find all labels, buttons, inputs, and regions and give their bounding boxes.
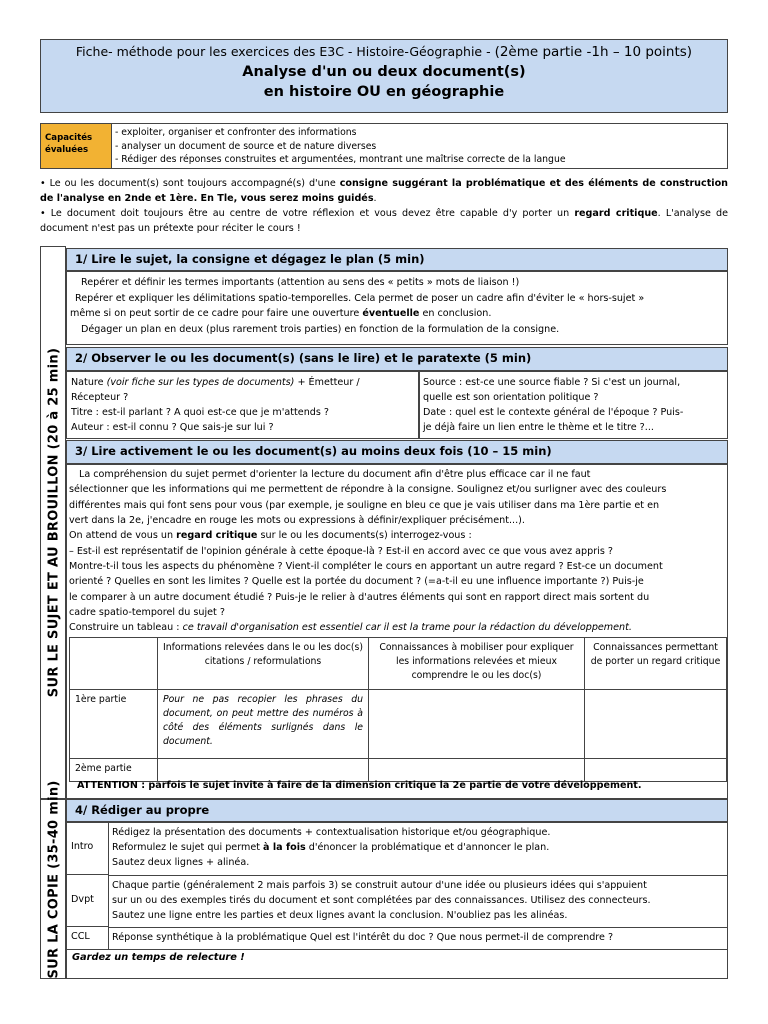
s1-line: Repérer et définir les termes importants (attention au sens des « petits » mots de liaison !) <box>81 277 520 288</box>
s3-line: sélectionner que les informations qui me permettent de répondre à la consigne. Soulignez et/ou surligner avec des couleurs <box>69 484 667 495</box>
attention-note: ATTENTION : parfois le sujet invite à faire de la dimension critique la 2e partie de votre développement. <box>77 780 642 791</box>
s3-line: le comparer à un autre document étudié ? Puis-je le relier à d'autres éléments qui sont en rapport direct mais sortent du <box>69 592 650 603</box>
s3-line: Construire un tableau : ce travail d'organisation est essentiel car il est la trame pour la rédaction du développement. <box>69 622 632 633</box>
section1-box <box>66 271 728 345</box>
table-header: Connaissances à mobiliser pour expliquer les informations relevées et mieux comprendre le ou les doc(s) <box>369 638 585 690</box>
side-bar-brouillon <box>40 246 66 799</box>
capacite-item: - analyser un document de source et de nature diverses <box>115 140 377 152</box>
s4-line: Rédigez la présentation des documents + contextualisation historique et/ou géographique. <box>112 827 551 838</box>
row-label-dvpt: Dvpt <box>71 894 94 905</box>
header-box <box>40 39 728 113</box>
table-cell: Pour ne pas recopier les phrases du document, on peut mettre des numéros à côté des éléments surlignés dans le document. <box>158 690 369 759</box>
s4-line: Chaque partie (généralement 2 mais parfois 3) se construit autour d'une idée ou plusieurs idées qui s'appuient <box>112 880 647 891</box>
capacite-item: - Rédiger des réponses construites et argumentées, montrant une maîtrise correcte de la langue <box>115 154 566 165</box>
s2-line: je déjà faire un lien entre le thème et le titre ?... <box>423 422 654 433</box>
s2-line: Date : quel est le contexte général de l'époque ? Puis- <box>423 407 684 418</box>
s3-line: vert dans la 2e, j'encadre en rouge les mots ou expressions à définir/expliquer précisément...). <box>69 515 525 526</box>
s2-line: Titre : est-il parlant ? A quoi est-ce que je m'attends ? <box>71 407 330 418</box>
section4-title: 4/ Rédiger au propre <box>66 799 728 822</box>
s3-line: On attend de vous un regard critique sur le ou les documents(s) interrogez-vous : <box>69 530 472 541</box>
capacite-item: - exploiter, organiser et confronter des informations <box>115 127 357 138</box>
s4-line: Réponse synthétique à la problématique Quel est l'intérêt du doc ? Que nous permet-il de comprendre ? <box>112 932 614 943</box>
s2-line: quelle est son orientation politique ? <box>423 392 599 403</box>
section2-title: 2/ Observer le ou les document(s) (sans le lire) et le paratexte (5 min) <box>66 347 728 371</box>
s3-line: Montre-t-il tous les aspects du phénomène ? Vient-il compléter le cours en apportant un autre regard ? Est-ce un document <box>69 561 663 572</box>
analysis-table <box>69 637 727 782</box>
capacites-label: Capacités évaluées <box>41 124 112 168</box>
s3-line: La compréhension du sujet permet d'orienter la lecture du document afin d'être plus efficace car il ne faut <box>79 469 591 480</box>
s4-line: sur un ou des exemples tirés du document et sont complétées par des connaissances. Utilisez des connecteurs. <box>112 895 651 906</box>
s2-line: Récepteur ? <box>71 392 129 403</box>
s3-line: orienté ? Quelles en sont les limites ? Quelle est la portée du document ? (=a-t-il eu une influence importante ?) Puis-je <box>69 576 644 587</box>
capacites-box <box>40 123 728 169</box>
s3-line: cadre spatio-temporel du sujet ? <box>69 607 225 618</box>
section2-left: Nature (voir fiche sur les types de documents) + Émetteur / Récepteur ? Titre : est-il parlant ? A quoi est-ce que je m'attends ? Auteur : est-il connu ? Que sais-je sur lui ? <box>66 371 419 439</box>
side-bar-copie <box>40 780 66 979</box>
intro-text: • Le ou les document(s) sont toujours accompagné(s) d'une consigne suggérant la problématique et des éléments de construction de l'analyse en 2nde et 1ère. En Tle, vous serez moins guidés. • Le document doit toujours être au centre de votre réflexion et vous devez être capable d'y porter un regard critique. L'analyse de document n'est pas un prétexte pour réciter le cours ! <box>40 178 728 234</box>
section2-right <box>419 371 728 439</box>
table-header: Connaissances permettant de porter un regard critique <box>585 638 727 690</box>
s1-line: même si on peut sortir de ce cadre pour faire une ouverture éventuelle en conclusion. <box>70 308 492 319</box>
table-row-label: 1ère partie <box>70 690 158 759</box>
side-label-copie: SUR LA COPIE (35-40 min) <box>46 780 62 979</box>
footer-note: Gardez un temps de relecture ! <box>72 952 245 963</box>
table-row-label: 2ème partie <box>70 759 158 782</box>
s2-line: Auteur : est-il connu ? Que sais-je sur lui ? <box>71 422 274 433</box>
s3-line: – Est-il est représentatif de l'opinion générale à cette époque-là ? Est-il en accord avec ce que vous avez appris ? <box>69 546 613 557</box>
section1-title: 1/ Lire le sujet, la consigne et dégagez le plan (5 min) <box>66 248 728 271</box>
s4-line: Reformulez le sujet qui permet à la fois d'énoncer la problématique et d'annoncer le plan. <box>112 842 550 853</box>
page-title-line1: Analyse d'un ou deux document(s) <box>242 64 526 80</box>
side-label-brouillon: SUR LE SUJET ET AU BROUILLON (20 à 25 min) <box>46 347 62 698</box>
row-label-intro: Intro <box>71 841 94 852</box>
s3-line: différentes mais qui font sens pour vous (par exemple, je souligne en bleu ce que je vais utiliser dans ma 1ère partie et en <box>69 500 660 511</box>
section3-title: 3/ Lire activement le ou les document(s) au moins deux fois (10 – 15 min) <box>66 440 728 464</box>
s2-line: Source : est-ce une source fiable ? Si c'est un journal, <box>423 377 681 388</box>
s1-line: Repérer et expliquer les délimitations spatio-temporelles. Cela permet de poser un cadre afin d'éviter le « hors-sujet » <box>75 293 645 304</box>
s4-line: Sautez deux lignes + alinéa. <box>112 857 250 868</box>
s1-line: Dégager un plan en deux (plus rarement trois parties) en fonction de la formulation de la consigne. <box>81 324 560 335</box>
s4-line: Sautez une ligne entre les parties et deux lignes avant la conclusion. N'oubliez pas les alinéas. <box>112 910 568 921</box>
table-header: Informations relevées dans le ou les doc(s) citations / reformulations <box>158 638 369 690</box>
header-subtitle: Fiche- méthode pour les exercices des E3C - Histoire-Géographie - (2ème partie -1h – 10 points) <box>75 44 693 60</box>
capacites-list <box>115 126 566 167</box>
row-label-ccl: CCL <box>71 931 90 942</box>
page-title-line2: en histoire OU en géographie <box>263 84 505 100</box>
